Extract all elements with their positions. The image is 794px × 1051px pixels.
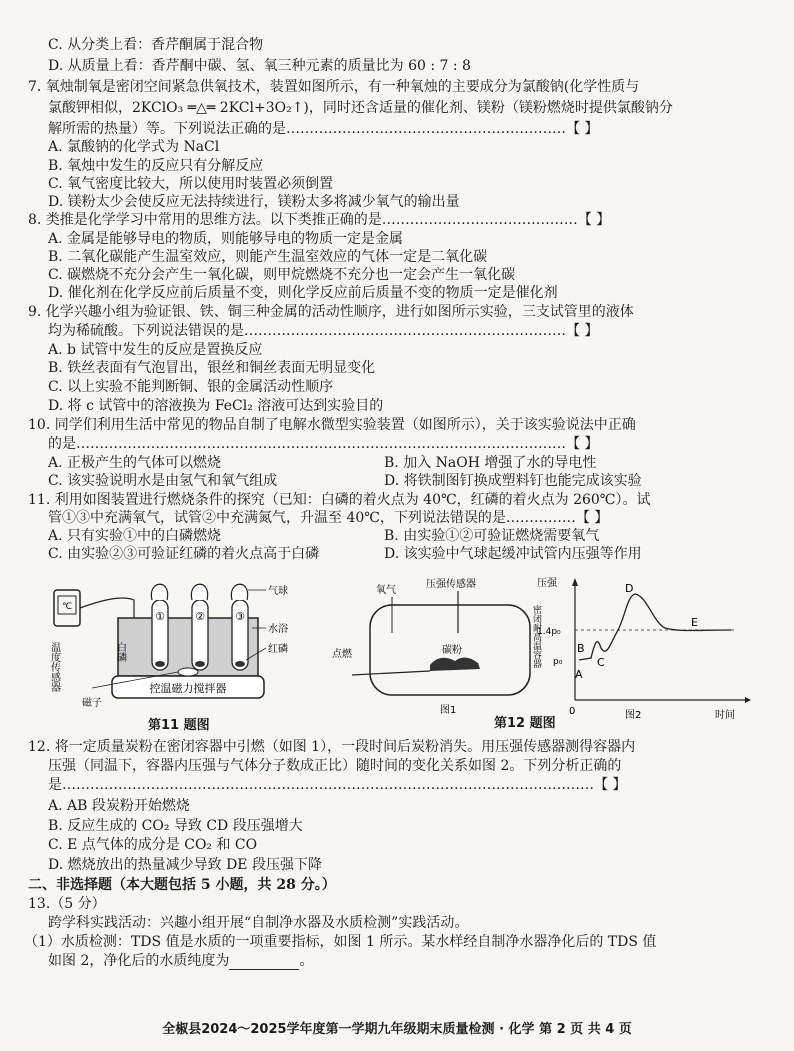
q9-option-b: B. 铁丝表面有气泡冒出，银丝和铜丝表面无明显变化 bbox=[48, 360, 376, 376]
q12-option-a: A. AB 段炭粉开始燃烧 bbox=[48, 798, 190, 814]
label-fig1: 图1 bbox=[440, 705, 457, 716]
q11-stem-2: 管①③中充满氧气，试管②中充满氮气，升温至 40℃，下列说法错误的是……………【 】 bbox=[48, 510, 609, 526]
q12-stem-3: 是……………………………………………………………………………………………………【 】 bbox=[48, 777, 627, 793]
q10-stem-1: 10. 同学们利用生活中常见的物品自制了电解水微型实验装置（如图所示），关于该实验说法中正确 bbox=[28, 417, 636, 433]
q7-option-d: D. 镁粉太少会使反应无法持续进行，镁粉太多将减少氧气的输出量 bbox=[48, 194, 460, 210]
q6-option-d: D. 从质量上看：香芹酮中碳、氢、氧三种元素的质量比为 60 : 7 : 8 bbox=[48, 58, 471, 74]
section-2-heading: 二、非选择题（本大题包括 5 小题，共 28 分。） bbox=[28, 877, 336, 893]
q12-option-c: C. E 点气体的成分是 CO₂ 和 CO bbox=[48, 837, 258, 853]
label-fig2: 图2 bbox=[625, 710, 642, 721]
q9-stem-2: 均为稀硫酸。下列说法错误的是……………………………………………………………【 】 bbox=[48, 323, 599, 339]
figure-11-apparatus bbox=[48, 570, 314, 712]
q10-option-b: B. 加入 NaOH 增强了水的导电性 bbox=[384, 455, 597, 471]
q8-option-b: B. 二氧化碳能产生温室效应，则能产生温室效应的气体一定是二氧化碳 bbox=[48, 249, 488, 265]
q9-option-c: C. 以上实验不能判断铜、银的金属活动性顺序 bbox=[48, 379, 334, 395]
label-carbon: 碳粉 bbox=[442, 645, 462, 656]
label-pressure-sensor: 压强传感器 bbox=[426, 579, 476, 590]
q11-stem-1: 11. 利用如图装置进行燃烧条件的探究（已知：白磷的着火点为 40℃，红磷的着火点为 260℃）。试 bbox=[28, 492, 651, 508]
page-footer: 全椒县2024～2025学年度第一学期九年级期末质量检测 · 化学 第 2 页 共 4 页 bbox=[162, 1022, 632, 1037]
label-oxygen: 氧气 bbox=[376, 585, 396, 596]
label-balloon: 气球 bbox=[268, 586, 288, 597]
q7-stem-2: 氯酸钾相似，2KClO₃ ═△═ 2KCl+3O₂↑)，同时还含适量的催化剂、镁粉（镁粉燃烧时提供氯酸钠分 bbox=[48, 100, 673, 116]
y-axis-label: 压强 bbox=[537, 578, 557, 589]
q13-part1-line1: （1）水质检测：TDS 值是水质的一项重要指标，如图 1 所示。某水样经自制净水器净化后的 TDS 值 bbox=[24, 934, 657, 950]
q9-option-a: A. b 试管中发生的反应是置换反应 bbox=[48, 342, 263, 358]
q7-option-a: A. 氯酸钠的化学式为 NaCl bbox=[48, 139, 220, 155]
q12-stem-1: 12. 将一定质量炭粉在密闭容器中引燃（如图 1），一段时间后炭粉消失。用压强传感器测得容器内 bbox=[28, 739, 636, 755]
point-a: A bbox=[575, 668, 583, 681]
q8-option-a: A. 金属是能够导电的物质，则能够导电的物质一定是金属 bbox=[48, 231, 404, 247]
q13-intro: 跨学科实践活动：兴趣小组开展“自制净水器及水质检测”实践活动。 bbox=[48, 915, 469, 931]
point-e: E bbox=[691, 616, 698, 629]
label-white-phosphorus: 白磷 bbox=[114, 642, 126, 662]
tick-p0: p₀ bbox=[553, 657, 563, 667]
q12-stem-2: 压强（同温下，容器内压强与气体分子数成正比）随时间的变化关系如图 2。下列分析正确的 bbox=[48, 758, 622, 774]
q13-part1-line2: 如图 2，净化后的水质纯度为 。 bbox=[48, 953, 314, 969]
label-ignite: 点燃 bbox=[332, 649, 352, 660]
q11-option-a: A. 只有实验①中的白磷燃烧 bbox=[48, 528, 222, 544]
figure-11-caption: 第11 题图 bbox=[148, 718, 210, 733]
q10-option-a: A. 正极产生的气体可以燃烧 bbox=[48, 455, 222, 471]
q11-option-b: B. 由实验①②可验证燃烧需要氧气 bbox=[384, 528, 600, 544]
point-d: D bbox=[625, 582, 634, 595]
label-red-phosphorus: 红磷 bbox=[268, 644, 288, 655]
q8-option-c: C. 碳燃烧不充分会产生一氧化碳，则甲烷燃烧不充分也一定会产生一氧化碳 bbox=[48, 267, 516, 283]
q9-stem-1: 9. 化学兴趣小组为验证银、铁、铜三种金属的活动性顺序，进行如图所示实验，三支试管里的液体 bbox=[28, 304, 634, 320]
q8-option-d: D. 催化剂在化学反应前后质量不变，则化学反应前后质量不变的物质一定是催化剂 bbox=[48, 285, 558, 301]
label-water-bath: 水浴 bbox=[268, 624, 288, 635]
figure-12-caption: 第12 题图 bbox=[494, 716, 556, 731]
q9-option-d: D. 将 c 试管中的溶液换为 FeCl₂ 溶液可达到实验目的 bbox=[48, 398, 384, 414]
q11-option-c: C. 由实验②③可验证红磷的着火点高于白磷 bbox=[48, 546, 320, 562]
q12-option-b: B. 反应生成的 CO₂ 导致 CD 段压强增大 bbox=[48, 818, 303, 834]
q11-option-d: D. 该实验中气球起缓冲试管内压强等作用 bbox=[384, 546, 642, 562]
q10-option-c: C. 该实验说明水是由氢气和氧气组成 bbox=[48, 473, 278, 489]
label-magnet: 磁子 bbox=[82, 698, 102, 709]
q7-stem-1: 7. 氧烛制氧是密闭空间紧急供氧技术，装置如图所示，有一种氧烛的主要成分为氯酸钠(化学性质与 bbox=[28, 79, 640, 95]
figure-12-apparatus bbox=[330, 575, 560, 715]
answer-blank[interactable] bbox=[229, 955, 299, 970]
display-unit: ℃ bbox=[61, 602, 73, 612]
q8-stem: 8. 类推是化学学习中常用的思维方法。以下类推正确的是……………………………………【 】 bbox=[28, 212, 611, 228]
q10-stem-2: 的是……………………………………………………………………………………………【 】 bbox=[48, 436, 599, 452]
q7-stem-3: 解所需的热量）等。下列说法正确的是……………………………………………………【 】 bbox=[48, 121, 599, 137]
figure-12-pressure-graph bbox=[535, 572, 755, 724]
tube-1-label: ① bbox=[155, 610, 165, 623]
q7-option-c: C. 氧气密度比较大，所以使用时装置必须倒置 bbox=[48, 176, 334, 192]
q6-option-c: C. 从分类上看：香芹酮属于混合物 bbox=[48, 37, 264, 53]
point-c: C bbox=[597, 656, 605, 669]
q13-part1-text: 如图 2，净化后的水质纯度为 bbox=[48, 953, 230, 969]
q10-option-d: D. 将铁制图钉换成塑料钉也能完成该实验 bbox=[384, 473, 642, 489]
tick-1.4p0: 1.4p₀ bbox=[537, 627, 561, 637]
label-stirrer: 控温磁力搅拌器 bbox=[149, 682, 227, 695]
label-container: 密闭耐高温容器 bbox=[531, 605, 541, 668]
point-b: B bbox=[577, 642, 585, 655]
q13-heading: 13.（5 分） bbox=[28, 896, 106, 912]
origin-label: 0 bbox=[569, 706, 576, 717]
label-temp-sensor: 温度传感器 bbox=[48, 642, 60, 692]
tube-3-label: ③ bbox=[235, 610, 245, 623]
q12-option-d: D. 燃烧放出的热量减少导致 DE 段压强下降 bbox=[48, 857, 322, 873]
tube-2-label: ② bbox=[195, 610, 205, 623]
q7-option-b: B. 氧烛中发生的反应只有分解反应 bbox=[48, 158, 264, 174]
x-axis-label: 时间 bbox=[715, 710, 735, 721]
